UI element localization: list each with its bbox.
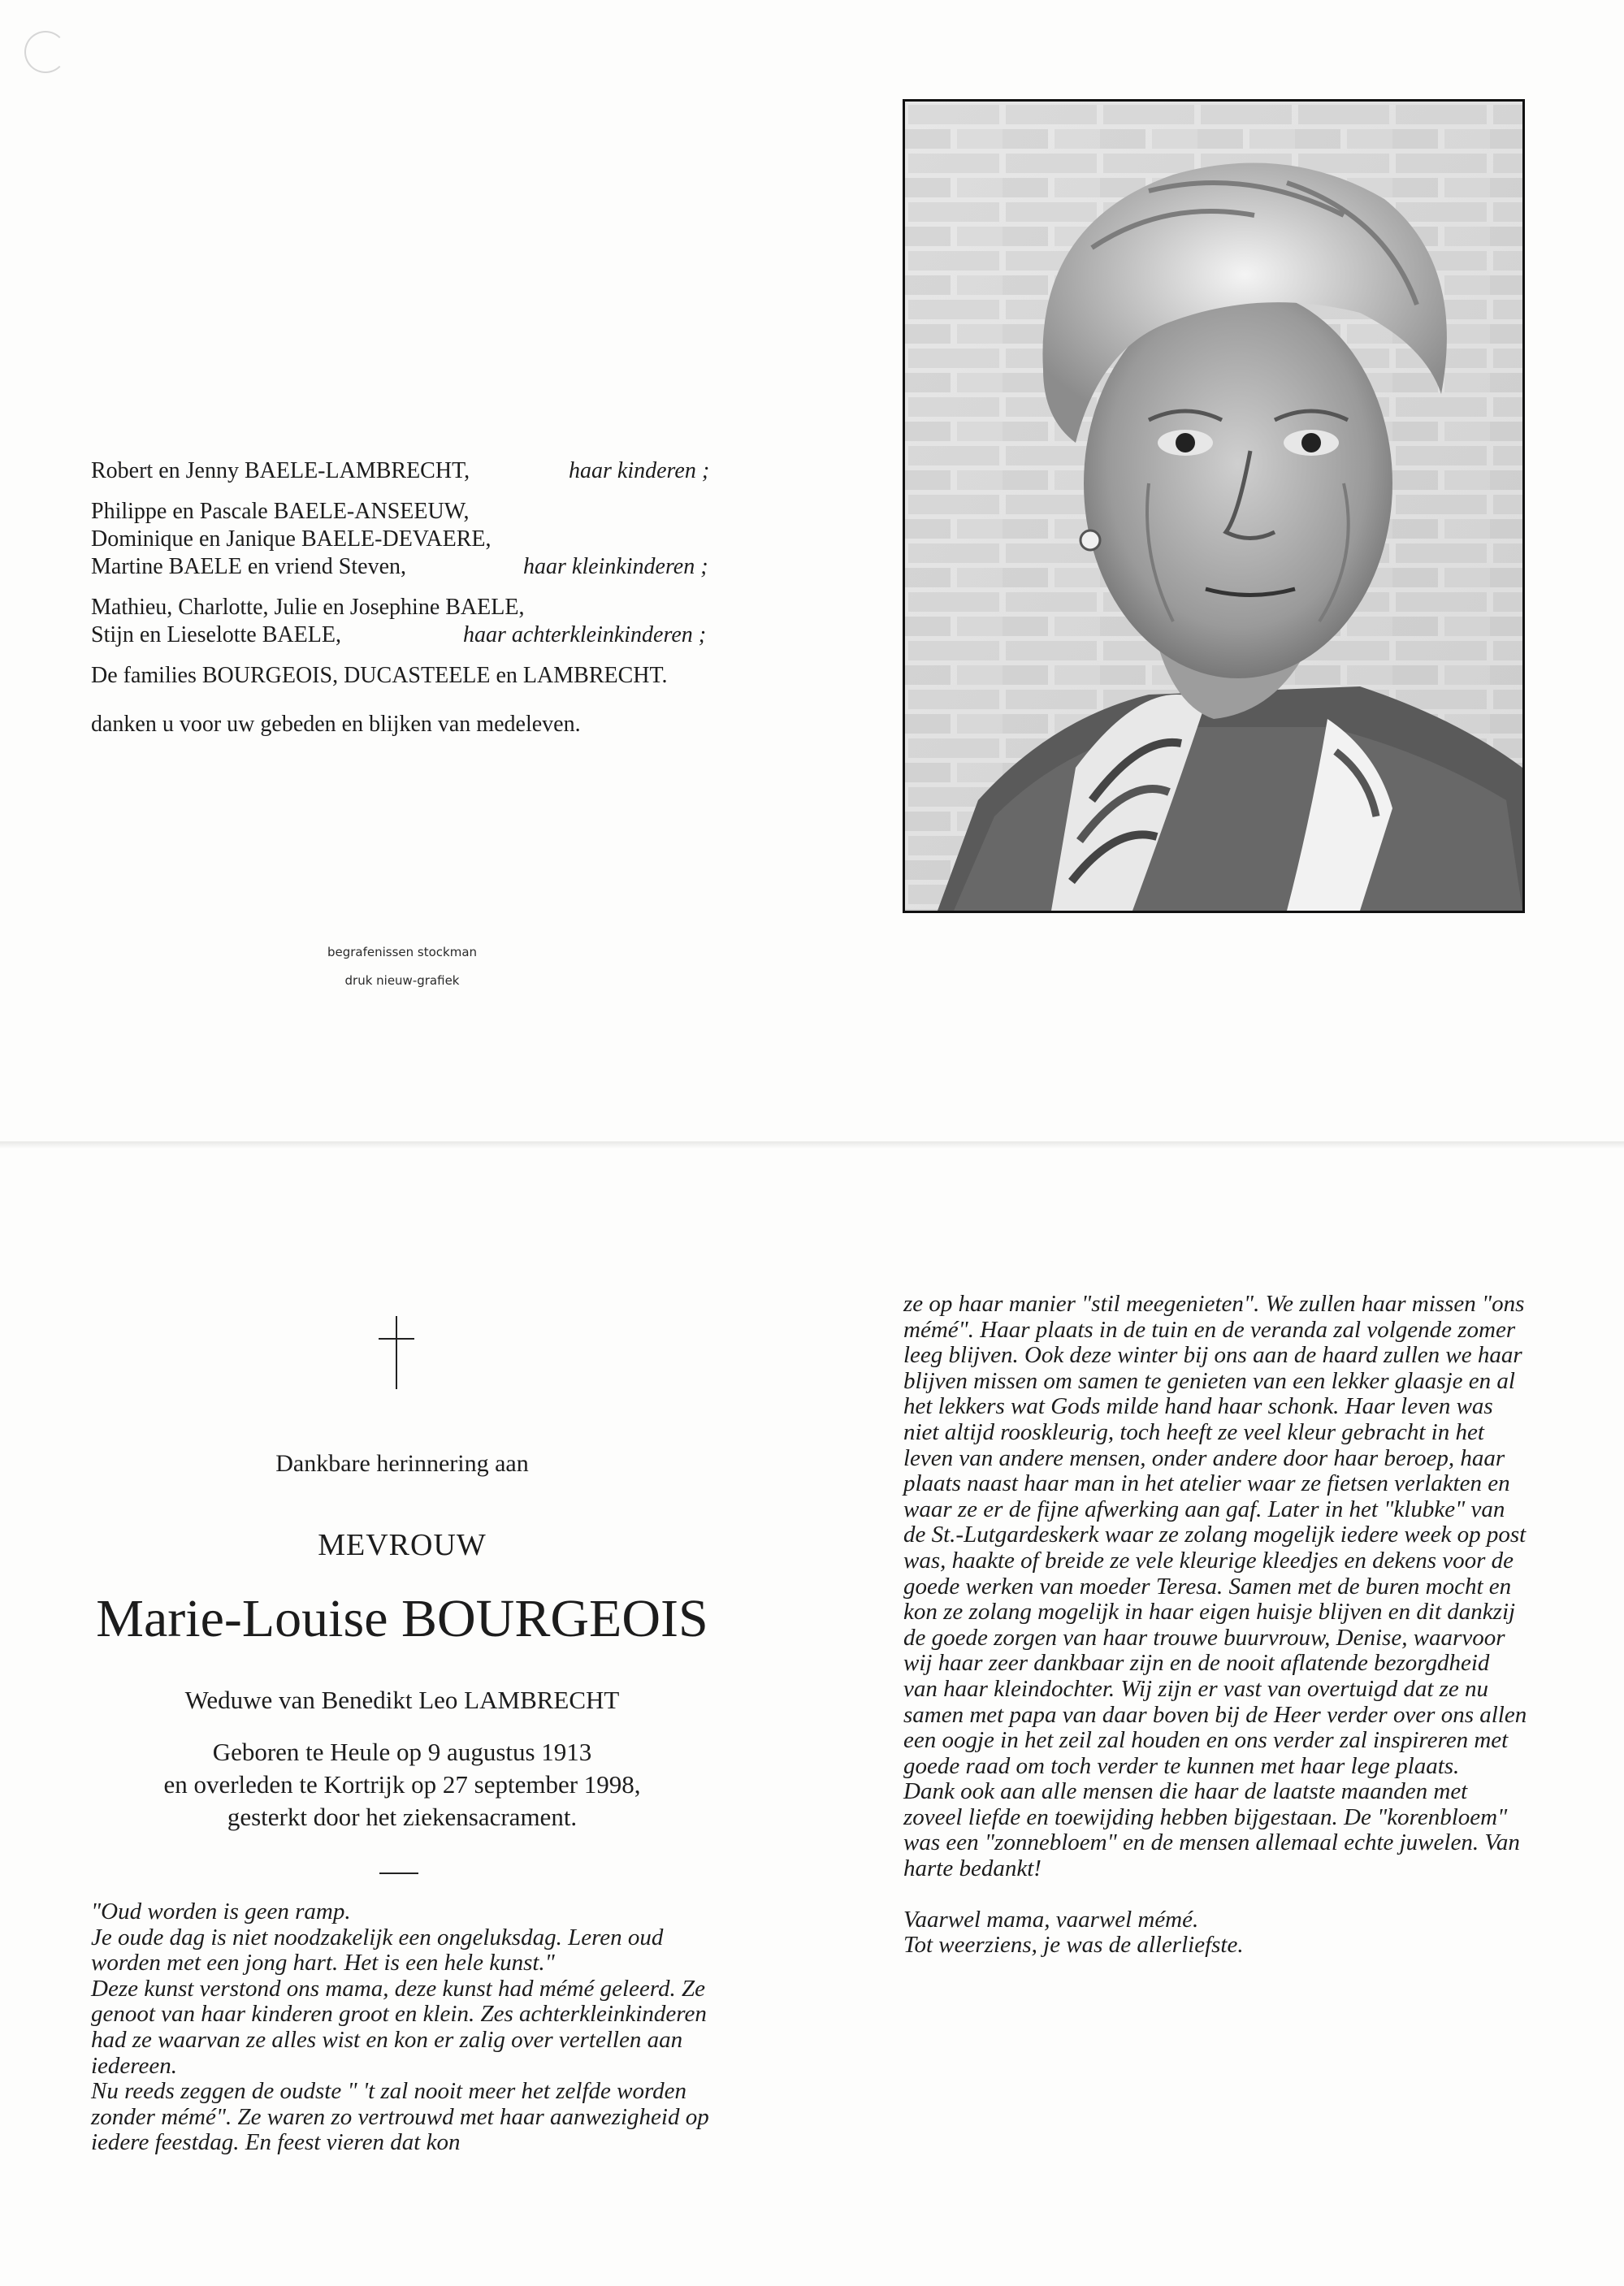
family-group xyxy=(91,498,725,581)
relation-label: haar kleinkinderen ; xyxy=(523,554,708,579)
family-group xyxy=(91,457,725,485)
printer-credit: druk nieuw-grafiek xyxy=(344,973,460,988)
thanks-line: danken u voor uw gebeden en blijken van medeleven. xyxy=(91,712,581,737)
funeral-home-credit: begrafenissen stockman xyxy=(327,945,478,959)
family-members: Mathieu, Charlotte, Julie en Josephine BAELE, xyxy=(91,595,525,620)
family-line xyxy=(91,498,725,526)
honorific: MEVROUW xyxy=(318,1528,487,1562)
farewell xyxy=(903,1907,1529,1959)
family-members: Dominique en Janique BAELE-DEVAERE, xyxy=(91,526,492,552)
death-line: en overleden te Kortrijk op 27 september 1998, xyxy=(163,1770,641,1799)
family-line xyxy=(91,526,725,553)
family-line xyxy=(91,662,725,690)
farewell-line: Vaarwel mama, vaarwel mémé. xyxy=(903,1906,1199,1933)
tribute-text-right xyxy=(903,1292,1529,1959)
family-members: Stijn en Lieselotte BAELE, xyxy=(91,622,341,647)
family-group xyxy=(91,594,725,649)
portrait-photo xyxy=(903,99,1525,913)
relation-label: haar kinderen ; xyxy=(569,458,710,483)
family-members: De families BOURGEOIS, DUCASTEELE en LAMBRECHT. xyxy=(91,663,668,688)
family-group xyxy=(91,662,725,690)
fold-line xyxy=(0,1141,1624,1149)
imprint xyxy=(268,938,536,995)
birth-line: Geboren te Heule op 9 augustus 1913 xyxy=(212,1738,592,1766)
family-members: Martine BAELE en vriend Steven, xyxy=(91,554,407,579)
family-line xyxy=(91,594,725,621)
family-line xyxy=(91,457,725,485)
tribute-right-paragraphs: ze op haar manier "stil meegenieten". We zullen haar missen "ons mémé". Haar plaats in de tuin en de veranda zal volgende zomer leeg blijven. Ook deze winter bij ons aan de haard zullen we haar blijven missen om samen te genieten van een lekker glaasje en al het lekkers wat Gods milde hand haar schonk. Haar leven was niet altijd rooskleurig, toch heeft ze veel kleur gebracht in het leven van andere mensen, onder andere door haar beroep, haar plaats naast haar man in het atelier waar ze fietsen verlakten en waar ze er de fijne afwerking aan gaf. Later in het "klubke" van de St.-Lutgardeskerk waar ze zolang mogelijk iedere week op post was, haakte of breide ze vele kleurige kleedjes en dekens voor de goede werken van moeder Teresa. Samen met de buren mocht en kon ze zolang mogelijk in haar eigen huisje blijven en dit dankzij de goede zorgen van haar trouwe buurvrouw, Denise, waarvoor wij haar zeer dankbaar zijn en de nooit aflatende bezorgdheid van haar kleindochter. Wij zijn er vast van overtuigd dat ze nu samen met papa van daar boven bij de Heer verder over ons allen een oogje in het zeil zal houden en ons verder zal inspireren met goede raad om toch verder te kunnen met haar lege plaats. Dank ook aan alle mensen die haar de laatste maanden met zoveel liefde en toewijding hebben bijgestaan. De "korenbloem" was een "zonnebloem" en de mensen allemaal echte juwelen. Van harte bedankt! xyxy=(903,1291,1527,1882)
family-line xyxy=(91,553,725,581)
cross-icon xyxy=(372,1316,421,1389)
portrait-image xyxy=(905,102,1522,911)
tribute-left-paragraphs: "Oud worden is geen ramp. Je oude dag is niet noodzakelijk een ongeluksdag. Leren oud worden met een jong hart. Het is een hele kunst." Deze kunst verstond ons mama, deze kunst had mémé geleerd. Ze genoot van haar kinderen groot en klein. Zes achterkleinkinderen had ze waarvan ze alles wist en kon er zalig over vertellen aan iedereen. Nu reeds zeggen de oudste " 't zal nooit meer het zelfde worden zonder mémé". Ze waren zo vertrouwd met haar aanwezigheid op iedere feestdag. En feest vieren dat kon xyxy=(91,1899,709,2156)
punch-hole-mark xyxy=(24,31,67,73)
family-line xyxy=(91,621,725,649)
divider xyxy=(379,1873,418,1874)
family-list xyxy=(91,457,725,738)
tribute-text-left xyxy=(91,1899,717,2156)
sacrament-line: gesterkt door het ziekensacrament. xyxy=(227,1803,578,1831)
intro-line: Dankbare herinnering aan xyxy=(275,1450,529,1477)
family-members: Robert en Jenny BAELE-LAMBRECHT, xyxy=(91,458,470,483)
deceased-name: Marie-Louise BOURGEOIS xyxy=(96,1589,708,1648)
family-members: Philippe en Pascale BAELE-ANSEEUW, xyxy=(91,499,470,524)
life-dates xyxy=(81,1736,723,1834)
farewell-line: Tot weerziens, je was de allerliefste. xyxy=(903,1932,1244,1959)
relation-label: haar achterkleinkinderen ; xyxy=(463,622,707,647)
widow-line: Weduwe van Benedikt Leo LAMBRECHT xyxy=(184,1686,620,1714)
